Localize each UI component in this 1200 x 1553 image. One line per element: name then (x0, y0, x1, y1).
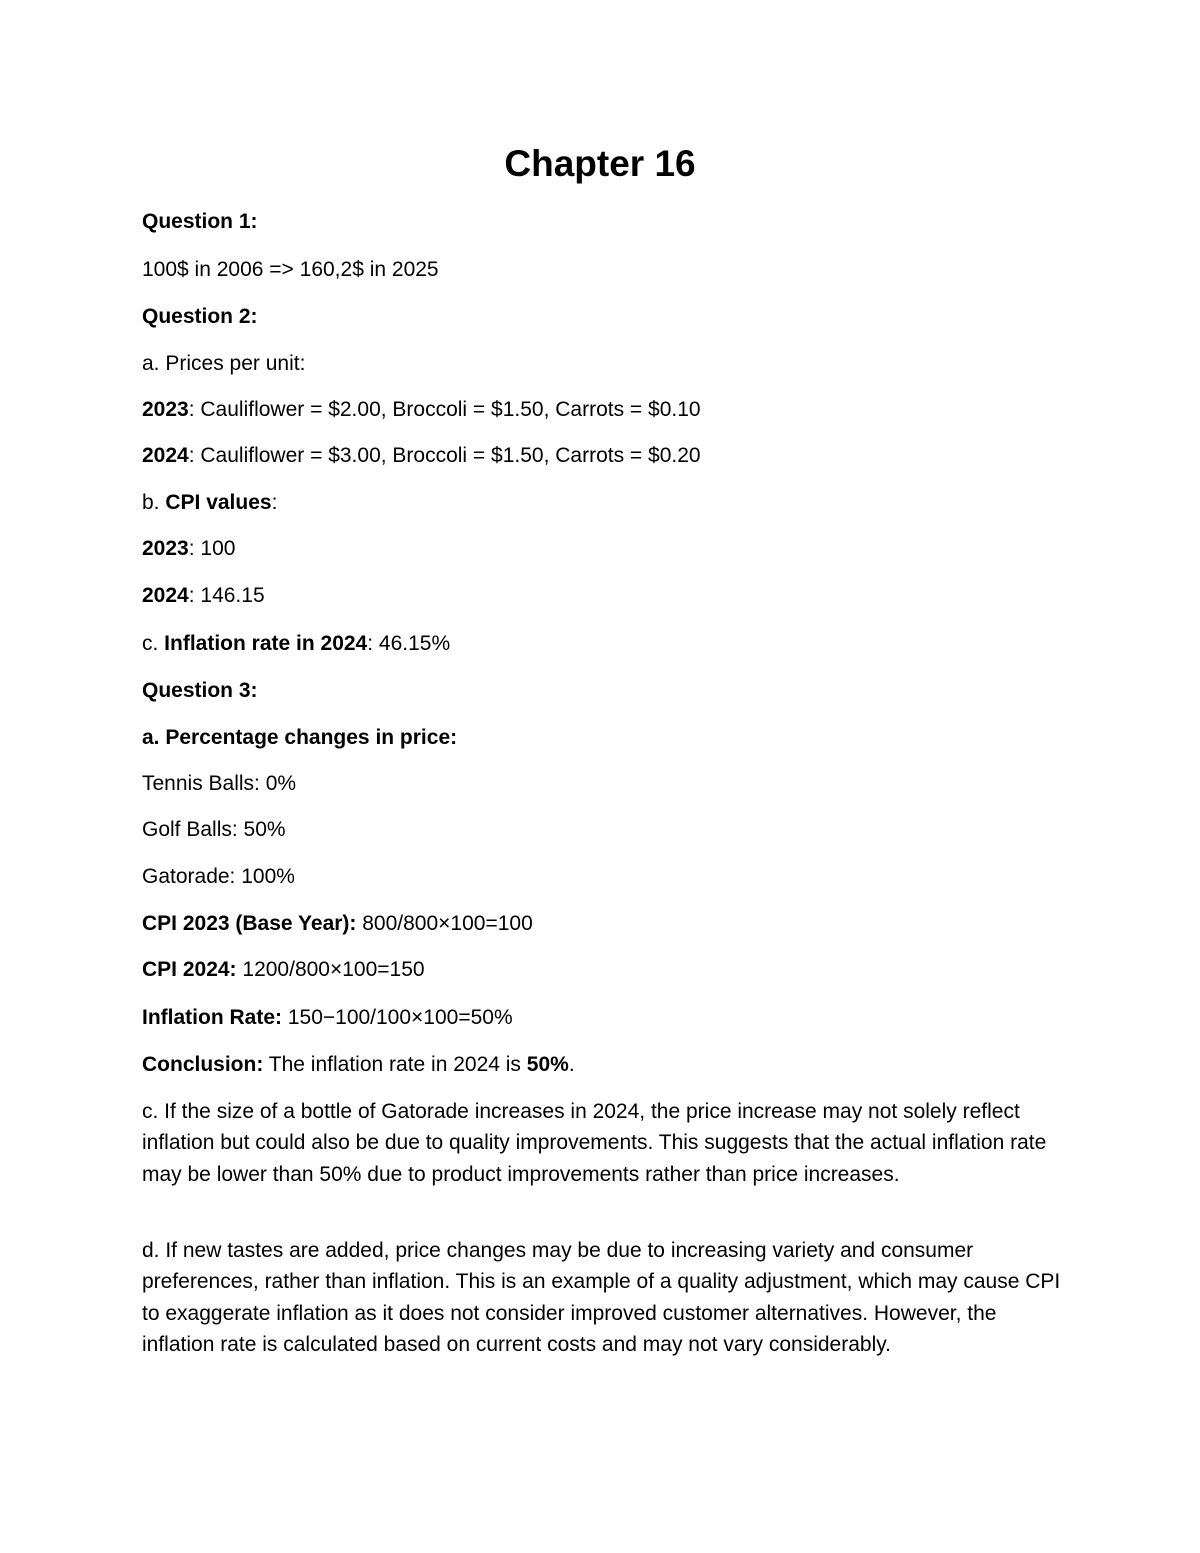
prices-2024-year: 2024 (142, 444, 189, 467)
question-3-heading: Question 3: (142, 679, 258, 702)
question-2c-prefix: c. (142, 632, 165, 655)
tennis-balls-change: Tennis Balls: 0% (142, 772, 297, 795)
conclusion-label: Conclusion: (142, 1053, 264, 1076)
prices-2023-text: : Cauliflower = $2.00, Broccoli = $1.50, Carrots = $0.10 (188, 398, 701, 421)
prices-2023-line (142, 394, 1062, 425)
golf-balls-change: Golf Balls: 50% (142, 818, 286, 841)
inflation-rate-label: Inflation Rate: (142, 1006, 282, 1029)
conclusion-text: The inflation rate in 2024 is (263, 1053, 527, 1076)
cpi-2023-calc-label: CPI 2023 (Base Year): (142, 912, 357, 935)
cpi-2024-line (142, 580, 1062, 611)
conclusion-end: . (568, 1053, 575, 1076)
question-1-answer: 100$ in 2006 => 160,2$ in 2025 (142, 258, 439, 281)
question-2a-label: a. Prices per unit: (142, 352, 306, 375)
gatorade-change: Gatorade: 100% (142, 865, 295, 888)
cpi-2023-value: : 100 (188, 537, 236, 560)
cpi-2023-year: 2023 (142, 537, 189, 560)
cpi-2023-line (142, 533, 1062, 564)
prices-2023-year: 2023 (142, 398, 189, 421)
cpi-2024-calc-value: 1200/800×100=150 (236, 958, 425, 981)
inflation-rate-value: 150−100/100×100=50% (282, 1006, 513, 1029)
question-2c-line (142, 628, 1062, 659)
cpi-2024-value: : 146.15 (188, 584, 265, 607)
question-2-heading: Question 2: (142, 305, 258, 328)
question-2c-label: Inflation rate in 2024 (164, 632, 368, 655)
cpi-2023-calc-line (142, 908, 1062, 939)
cpi-2024-calc-label: CPI 2024: (142, 958, 237, 981)
cpi-2024-year: 2024 (142, 584, 189, 607)
conclusion-value: 50% (526, 1053, 569, 1076)
cpi-2023-calc-value: 800/800×100=100 (356, 912, 533, 935)
inflation-rate-line (142, 1002, 1062, 1033)
question-1-heading: Question 1: (142, 210, 258, 233)
question-2b-line (142, 487, 1062, 518)
page-title: Chapter 16 (504, 143, 696, 184)
question-3c-paragraph: c. If the size of a bottle of Gatorade increases in 2024, the price increase may not solely reflect inflation but could also be due to quality improvements. This suggests that the actual inflation rate may be lower than 50% due to product improvements rather than price increases. (142, 1100, 1047, 1186)
question-2b-prefix: b. (142, 491, 166, 514)
question-2b-label: CPI values (165, 491, 272, 514)
prices-2024-text: : Cauliflower = $3.00, Broccoli = $1.50, Carrots = $0.20 (188, 444, 701, 467)
question-3d-paragraph: d. If new tastes are added, price changes may be due to increasing variety and consumer preferences, rather than inflation. This is an example of a quality adjustment, which may cause CPI to exaggerate inflation as it does not consider improved customer alternatives. However, the inflation rate is calculated based on current costs and may not vary considerably. (142, 1239, 1061, 1356)
cpi-2024-calc-line (142, 954, 1062, 985)
question-2b-suffix: : (271, 491, 278, 514)
question-3a-label: a. Percentage changes in price: (142, 726, 458, 749)
conclusion-line (142, 1049, 1062, 1080)
prices-2024-line (142, 440, 1062, 471)
question-2c-value: : 46.15% (367, 632, 451, 655)
